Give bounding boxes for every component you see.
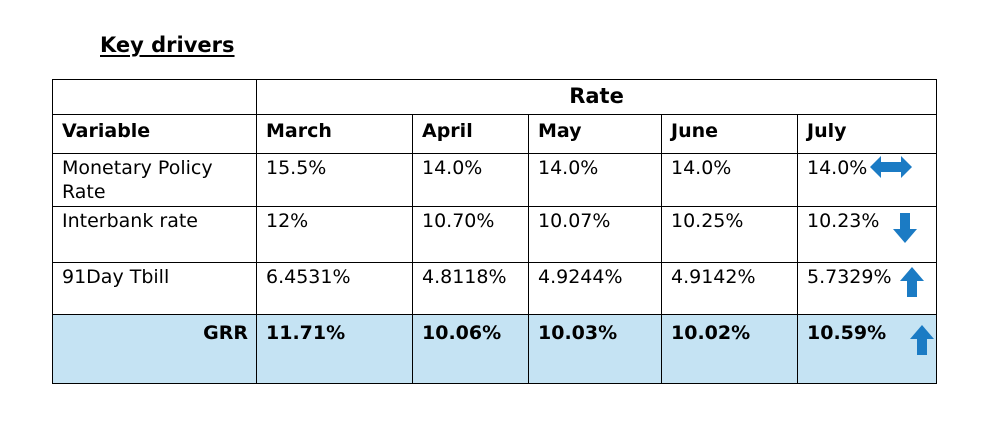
table-row (53, 263, 937, 315)
rate-group-header: Rate (257, 80, 937, 115)
column-header: March (257, 115, 413, 154)
arrow-up-icon (900, 267, 924, 297)
double-arrow-horizontal-icon (870, 156, 912, 178)
summary-value-cell: 10.02% (662, 315, 798, 384)
value-cell: 15.5% (257, 154, 413, 207)
arrow-down-icon (893, 213, 917, 243)
column-header-row (53, 115, 937, 154)
variable-cell: Interbank rate (53, 207, 257, 263)
value-cell: 10.23% (798, 207, 937, 263)
column-header: Variable (53, 115, 257, 154)
table-row (53, 154, 937, 207)
value-cell: 14.0% (798, 154, 937, 207)
column-header: June (662, 115, 798, 154)
value-cell: 5.7329% (798, 263, 937, 315)
arrow-up-icon (910, 325, 934, 355)
value-cell: 10.25% (662, 207, 798, 263)
summary-row (53, 315, 937, 384)
summary-value-cell: 10.03% (529, 315, 662, 384)
value-cell: 10.07% (529, 207, 662, 263)
empty-corner-cell (53, 80, 257, 115)
variable-cell: 91Day Tbill (53, 263, 257, 315)
value-cell: 6.4531% (257, 263, 413, 315)
column-header: July (798, 115, 937, 154)
value-cell: 10.70% (413, 207, 529, 263)
value-cell: 4.8118% (413, 263, 529, 315)
summary-value-cell: 10.06% (413, 315, 529, 384)
value-cell: 14.0% (662, 154, 798, 207)
summary-value-cell: 10.59% (798, 315, 937, 384)
value-cell: 4.9142% (662, 263, 798, 315)
table-row (53, 207, 937, 263)
summary-value-cell: 11.71% (257, 315, 413, 384)
variable-cell: Monetary Policy Rate (53, 154, 257, 207)
key-drivers-table (52, 79, 937, 384)
column-header: May (529, 115, 662, 154)
group-header-row (53, 80, 937, 115)
column-header: April (413, 115, 529, 154)
page-title: Key drivers (100, 33, 235, 57)
value-cell: 12% (257, 207, 413, 263)
value-cell: 14.0% (529, 154, 662, 207)
value-cell: 4.9244% (529, 263, 662, 315)
value-cell: 14.0% (413, 154, 529, 207)
summary-label: GRR (53, 315, 257, 384)
